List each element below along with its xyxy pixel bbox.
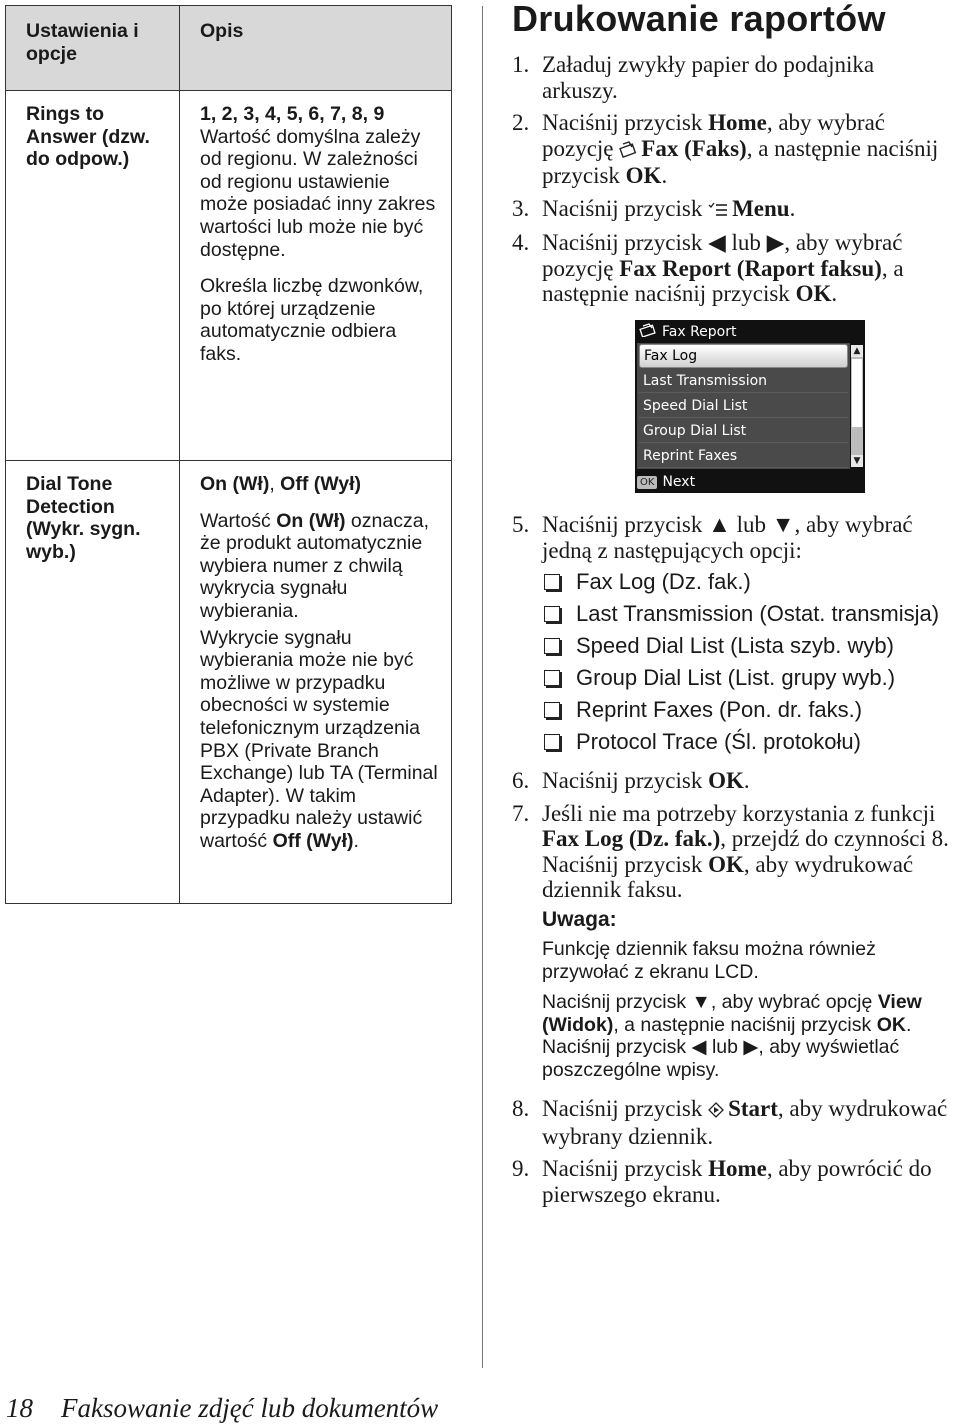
fax-icon bbox=[619, 138, 637, 164]
lcd-menu-item[interactable]: Last Transmission bbox=[639, 369, 848, 393]
option-item: Fax Log (Dz. fak.) bbox=[542, 569, 952, 594]
setting-explanation: Określa liczbę dzwonków, po której urządzenie automatycznie odbiera faks. bbox=[200, 275, 424, 365]
lcd-menu-item[interactable]: Speed Dial List bbox=[639, 394, 848, 418]
checkbox-icon bbox=[544, 606, 560, 622]
chapter-title: Faksowanie zdjęć lub dokumentów bbox=[61, 1393, 439, 1423]
note-paragraph: Funkcję dziennik faksu można również przywołać z ekranu LCD. bbox=[542, 938, 876, 983]
scroll-thumb[interactable] bbox=[852, 359, 862, 427]
table-row bbox=[6, 461, 452, 904]
table-row bbox=[6, 91, 452, 461]
start-icon bbox=[708, 1098, 724, 1124]
lcd-menu-item[interactable]: Fax Log bbox=[639, 344, 848, 368]
column-divider bbox=[482, 6, 483, 1368]
table-header-row bbox=[6, 6, 452, 91]
header-settings: Ustawienia i opcje bbox=[6, 6, 180, 91]
step-item: 7. Jeśli nie ma potrzeby korzystania z funkcji Fax Log (Dz. fak.), przejdź do czynności 8. Naciśnij przycisk OK, aby wydrukować dziennik faksu. Uwaga: Funkcję dziennik faksu można również przywołać z ekranu LCD. Naciśnij przycisk ▼, aby wybrać opcję View (Widok), a następnie naciśnij przycisk OK. Naciśnij przycisk ◀ lub ▶, aby wyświetlać poszczególne wpisy. bbox=[512, 801, 952, 1090]
step-item: 6. Naciśnij przycisk OK. bbox=[512, 768, 750, 793]
header-description: Opis bbox=[180, 6, 452, 91]
step-item: 8. Naciśnij przycisk Start, aby wydrukować wybrany dziennik. bbox=[512, 1096, 948, 1149]
setting-description bbox=[180, 91, 452, 461]
lcd-footer bbox=[637, 473, 695, 491]
setting-warning: Wykrycie sygnału wybierania może nie być możliwe w przypadku obecności w systemie telefonicznym urządzenia PBX (Private Branch Exchange) lub TA (Terminal Adapter). W takim przypadku należy ustawić wartość Off (Wył). bbox=[200, 626, 438, 852]
setting-values: 1, 2, 3, 4, 5, 6, 7, 8, 9 bbox=[200, 103, 385, 125]
checkbox-icon bbox=[544, 638, 560, 654]
menu-icon bbox=[708, 198, 728, 224]
note-heading: Uwaga: bbox=[542, 907, 617, 931]
option-item: Last Transmission (Ostat. transmisja) bbox=[542, 601, 952, 626]
setting-name: Rings to Answer (dzw. do odpow.) bbox=[6, 91, 180, 461]
option-item: Group Dial List (List. grupy wyb.) bbox=[542, 665, 952, 690]
setting-explanation: Wartość On (Wł) oznacza, że produkt automatycznie wybiera numer z chwilą wykrycia sygnału wybierania. bbox=[200, 509, 429, 622]
step-item: 9. Naciśnij przycisk Home, aby powrócić do pierwszego ekranu. bbox=[512, 1156, 932, 1207]
lcd-scrollbar[interactable] bbox=[851, 345, 863, 467]
steps-list-bottom bbox=[512, 512, 952, 1214]
note-paragraph: Naciśnij przycisk ▼, aby wybrać opcję View (Widok), a następnie naciśnij przycisk OK. Naciśnij przycisk ◀ lub ▶, aby wyświetlać poszczególne wpisy. bbox=[542, 991, 922, 1081]
step-item: 4. Naciśnij przycisk ◀ lub ▶, aby wybrać pozycję Fax Report (Raport faksu), a następnie naciśnij przycisk OK. bbox=[512, 230, 904, 306]
setting-name: Dial Tone Detection (Wykr. sygn. wyb.) bbox=[6, 461, 180, 904]
setting-description bbox=[180, 461, 452, 904]
step-item: 3. Naciśnij przycisk Menu. bbox=[512, 196, 952, 224]
checkbox-icon bbox=[544, 574, 560, 590]
option-list bbox=[542, 569, 952, 754]
checkbox-icon bbox=[544, 702, 560, 718]
scroll-down-icon[interactable]: ▼ bbox=[851, 455, 863, 467]
option-item: Reprint Faxes (Pon. dr. faks.) bbox=[542, 697, 952, 722]
lcd-header bbox=[635, 320, 865, 343]
checkbox-icon bbox=[544, 734, 560, 750]
section-title: Drukowanie raportów bbox=[512, 0, 886, 39]
fax-icon bbox=[639, 323, 657, 341]
step-item: 1. Załaduj zwykły papier do podajnika arkuszy. bbox=[512, 52, 875, 103]
scroll-up-icon[interactable]: ▲ bbox=[851, 345, 863, 357]
lcd-menu-list bbox=[637, 343, 850, 469]
step-item: 5. Naciśnij przycisk ▲ lub ▼, aby wybrać jedną z następujących opcji: Fax Log (Dz. fak.) Last Transmission (Ostat. transmisja) Speed Dial List (Lista szyb. wyb) Group Dial List (List. grupy wyb.) Reprint Faxes (Pon. dr. faks.) Protocol Trace (Śl. protokołu) bbox=[512, 512, 952, 761]
step-item: 2. Naciśnij przycisk Home, aby wybrać pozycję Fax (Faks), a następnie naciśnij przycisk OK. bbox=[512, 110, 939, 188]
settings-table bbox=[5, 5, 452, 904]
steps-list-top bbox=[512, 52, 952, 314]
option-item: Protocol Trace (Śl. protokołu) bbox=[542, 729, 952, 754]
lcd-menu-item[interactable]: Group Dial List bbox=[639, 419, 848, 443]
setting-values: On (Wł), Off (Wył) bbox=[200, 473, 362, 495]
note-box bbox=[542, 907, 952, 1082]
lcd-menu-item[interactable]: Reprint Faxes bbox=[639, 444, 848, 468]
checkbox-icon bbox=[544, 670, 560, 686]
page-footer bbox=[6, 1393, 438, 1424]
page-number: 18 bbox=[6, 1393, 33, 1423]
next-label: Next bbox=[662, 474, 696, 490]
lcd-screen bbox=[635, 320, 865, 493]
ok-badge: OK bbox=[637, 476, 657, 489]
option-item: Speed Dial List (Lista szyb. wyb) bbox=[542, 633, 952, 658]
lcd-title: Fax Report bbox=[662, 323, 737, 340]
default-note: Wartość domyślna zależy od regionu. W zależności od regionu ustawienie może posiadać inny zakres wartości lub może nie być dostępne. bbox=[200, 125, 436, 261]
